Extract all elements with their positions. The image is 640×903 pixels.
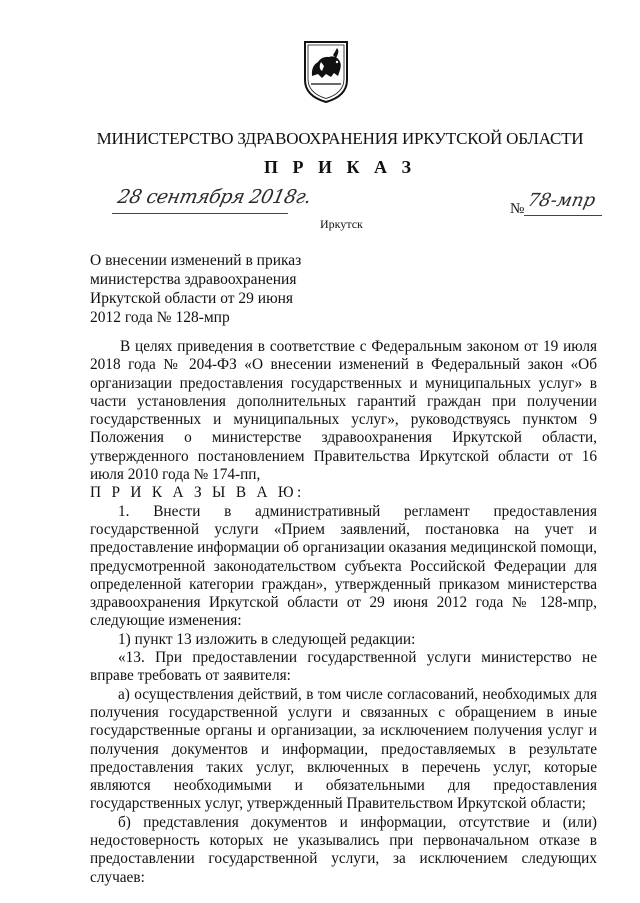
subject-line: министерства здравоохранения xyxy=(90,271,297,288)
ministry-name: МИНИСТЕРСТВО ЗДРАВООХРАНЕНИЯ ИРКУТСКОЙ ОБЛАСТИ xyxy=(96,129,584,148)
paragraph-5: б) представления документов и информации, отсутствие и (или) недостоверность которых не указывались при первоначальном отказе в предоставлении государственной услуги, за исключением следующих случаев: xyxy=(90,813,597,886)
paragraph-4: а) осуществления действий, в том числе согласований, необходимых для получения государственной услуги и связанных с обращением в иные государственные органы и организации, за исключением получения услуг и получения документов и информации, предоставляемых в результате предоставления таких услуг, включенных в перечень услуг, которые являются необходимыми и обязательными для предоставления государственных услуг, утвержденный Правительством Иркутской области; xyxy=(90,685,597,813)
order-title: П Р И К А З xyxy=(263,157,417,177)
paragraph-2: 1) пункт 13 изложить в следующей редакции: xyxy=(118,630,416,648)
order-subject xyxy=(90,251,320,327)
subject-line: 2012 года № 128-мпр xyxy=(90,309,230,326)
date-underline xyxy=(112,213,288,214)
intro-paragraph: В целях приведения в соответствие с Федеральным законом от 19 июля 2018 года № 204-ФЗ «О внесении изменений в Федеральный закон «Об организации предоставления государственных и муниципальных услуг» в части установления дополнительных гарантий граждан при получении государственных и муниципальных услуг», руководствуясь пунктом 9 Положения о министерстве здравоохранения Иркутской области, утвержденного постановлением Правительства Иркутской области от 16 июля 2010 года № 174-пп, xyxy=(90,338,597,484)
paragraph-1: 1. Внести в административный регламент предоставления государственной услуги «Прием заявлений, постановка на учет и предоставление информации об организации оказания медицинской помощи, предусмотренной законодательством субъекта Российской Федерации для определенной категории граждан», утвержденный приказом министерства здравоохранения Иркутской области от 29 июня 2012 года № 128-мпр, следующие изменения: xyxy=(90,502,597,630)
number-prefix: № xyxy=(510,201,525,217)
subject-line: Иркутской области от 29 июня xyxy=(90,290,294,307)
paragraph-3: «13. При предоставлении государственной услуги министерство не вправе требовать от заявителя: xyxy=(90,649,597,685)
order-date: 28 сентября 2018г. xyxy=(115,186,313,208)
city: Иркутск xyxy=(320,217,363,231)
number-underline xyxy=(524,215,602,216)
subject-line: О внесении изменений в приказ xyxy=(90,252,302,269)
order-number: 78-мпр xyxy=(525,190,598,211)
prikazyvayu-heading: П Р И К А З Ы В А Ю: xyxy=(90,484,305,502)
order-body xyxy=(90,338,597,887)
sable-coat-of-arms-icon xyxy=(302,40,350,104)
